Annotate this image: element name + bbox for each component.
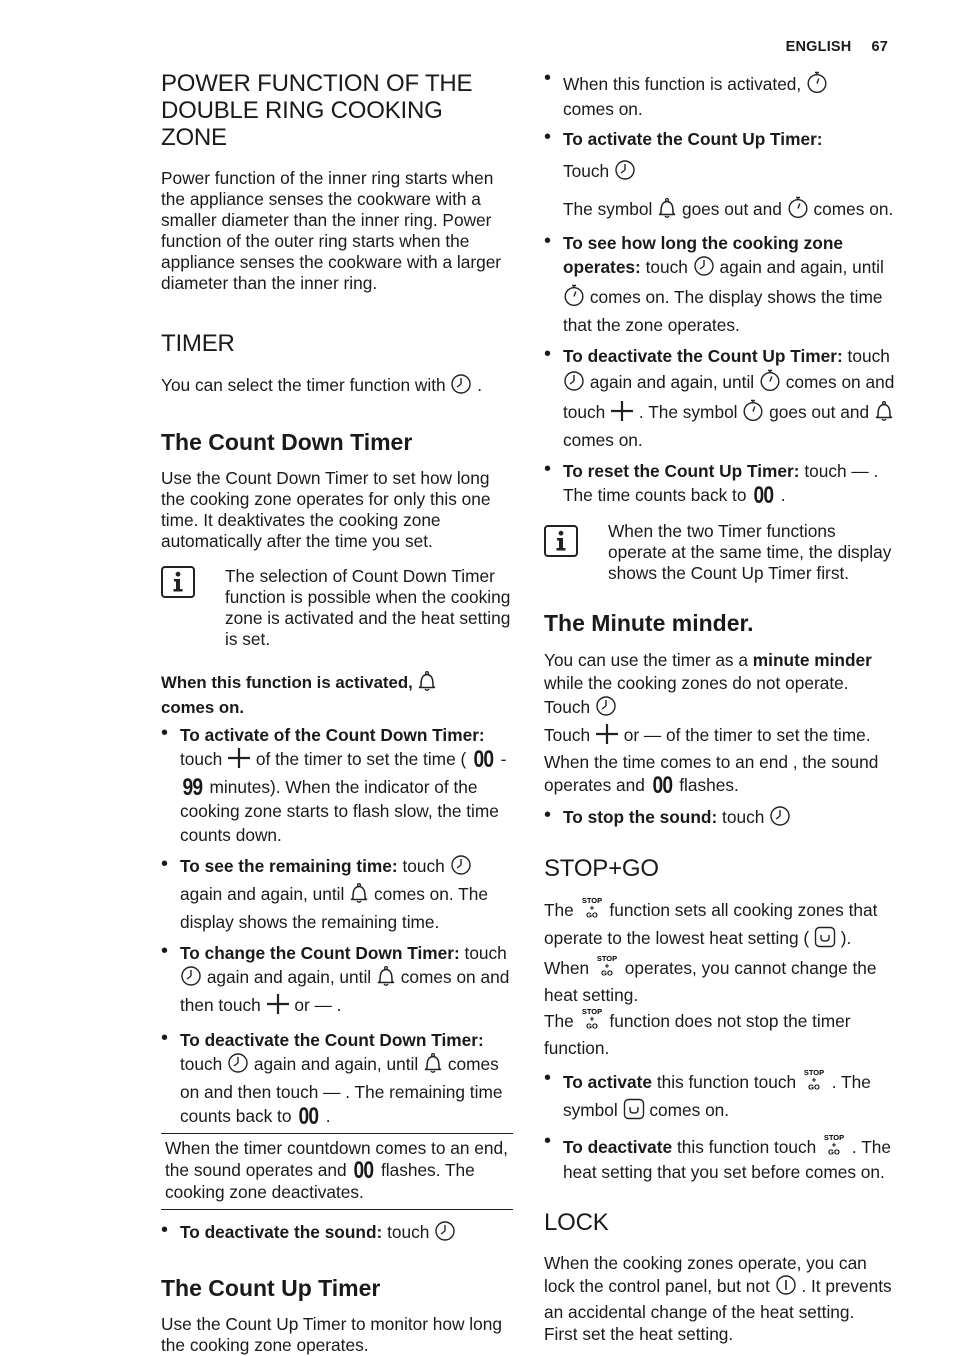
list-item: • To deactivate the Count Up Timer: touch again and again, until comes on and touch . The symbol goes out and comes on. xyxy=(544,344,896,452)
svg-text:+: + xyxy=(831,1140,837,1150)
stop-go-icon xyxy=(579,1007,605,1037)
stop-go-icon xyxy=(801,1068,827,1098)
display-00-symbol: 00 xyxy=(298,1103,319,1130)
bell-icon xyxy=(376,965,396,993)
lock-heading: LOCK xyxy=(544,1209,609,1236)
svg-text:+: + xyxy=(604,961,610,971)
list-item: • To deactivate the Count Down Timer: touch again and again, until comes on and then touch — . The remaining time counts back to 00 . xyxy=(161,1028,513,1128)
low-heat-icon xyxy=(623,1098,645,1126)
stop-go-steps xyxy=(544,1068,896,1183)
display-00-symbol: 00 xyxy=(753,482,774,509)
list-item: • When this function is activated, comes on. xyxy=(544,70,896,120)
clock-icon xyxy=(614,159,636,187)
plus-icon xyxy=(595,723,619,751)
svg-text:GO: GO xyxy=(585,1021,598,1031)
timer-heading: TIMER xyxy=(161,330,235,357)
timer-end-box: When the timer countdown comes to an end, the sound operates and 00 flashes. The cooking zone deactivates. xyxy=(161,1133,513,1210)
minute-minder-text: You can use the timer as a minute minder while the cooking zones do not operate. Touch Touch or — of the timer to set the time. When the time comes to an end , the sound operates and 00 flashes. xyxy=(544,650,879,799)
bell-icon xyxy=(349,882,369,910)
sound-steps xyxy=(161,1220,513,1248)
bell-icon xyxy=(657,197,677,224)
bell-icon xyxy=(417,670,437,697)
list-item: • To stop the sound: touch xyxy=(544,805,896,833)
list-item: • To activate of the Count Down Timer: touch of the timer to set the time ( 00 - 99 minutes). When the indicator of the cooking zone starts to flash slow, the time counts down. xyxy=(161,723,513,847)
display-00-symbol: 00 xyxy=(473,746,494,773)
svg-text:GO: GO xyxy=(601,968,613,978)
clock-icon xyxy=(450,854,472,882)
minute-minder-steps xyxy=(544,805,896,833)
count-up-note: When the two Timer functions operate at the same time, the display shows the Count Up Timer first. xyxy=(544,521,896,584)
count-down-timer-heading: The Count Down Timer xyxy=(161,429,413,455)
list-item: • To activate this function touch STOP + GO . The symbol comes on. xyxy=(544,1068,896,1126)
svg-text:GO: GO xyxy=(585,910,598,920)
info-icon xyxy=(161,566,195,598)
clock-icon xyxy=(450,373,472,400)
page-number: 67 xyxy=(871,39,888,55)
svg-text:STOP: STOP xyxy=(823,1133,845,1142)
timer-intro: You can select the timer function with . xyxy=(161,373,513,400)
display-00-symbol: 00 xyxy=(652,772,672,799)
stopwatch-icon xyxy=(742,398,764,428)
stop-go-text: The STOP + GO function sets all cooking zones that operate to the lowest heat setting ( ). When STOP + GO operates, you cannot change the heat setting. The STOP + GO function does not stop the timer function. xyxy=(544,896,878,1058)
plus-icon xyxy=(610,400,634,428)
stopwatch-icon xyxy=(787,195,809,224)
lock-text: When the cooking zones operate, you can lock the control panel, but not . It prevents an accidental change of the heat setting. First set the heat setting. xyxy=(544,1253,892,1344)
stop-go-icon xyxy=(579,896,605,926)
clock-icon xyxy=(769,805,791,833)
clock-icon xyxy=(227,1052,249,1080)
svg-text:+: + xyxy=(589,903,594,913)
power-function-heading: POWER FUNCTION OF THE DOUBLE RING COOKING ZONE xyxy=(161,70,473,151)
list-item: • To change the Count Down Timer: touch again and again, until comes on and then touch or — . xyxy=(161,941,513,1021)
list-item: • To deactivate this function touch STOP + GO . The heat setting that you set before comes on. xyxy=(544,1133,896,1183)
list-item: • To see the remaining time: touch again and again, until comes on. The display shows the remaining time. xyxy=(161,854,513,934)
function-activated-text: When this function is activated, comes on. xyxy=(161,670,513,718)
language-label: ENGLISH xyxy=(785,39,852,55)
svg-text:STOP: STOP xyxy=(581,896,602,905)
info-icon xyxy=(544,525,578,557)
plus-icon xyxy=(266,993,290,1021)
display-99-symbol: 99 xyxy=(182,774,203,801)
count-down-timer-text: Use the Count Down Timer to set how long the cooking zone operates for only this one time. It deaktivates the cooking zone automatically after the time you set. xyxy=(161,468,491,551)
svg-text:GO: GO xyxy=(828,1147,840,1157)
stop-go-icon xyxy=(821,1133,847,1162)
count-down-note: The selection of Count Down Timer function is possible when the cooking zone is activated and the heat setting is set. xyxy=(161,566,513,650)
stop-go-icon xyxy=(594,954,620,984)
svg-text:STOP: STOP xyxy=(581,1007,602,1016)
list-item: • To see how long the cooking zone operates: touch again and again, until comes on. The display shows the time that the zone operates. xyxy=(544,231,896,337)
count-up-timer-text: Use the Count Up Timer to monitor how long the cooking zone operates. xyxy=(161,1314,502,1355)
svg-text:+: + xyxy=(811,1075,817,1085)
stop-go-heading: STOP+GO xyxy=(544,855,659,882)
stopwatch-icon xyxy=(563,283,585,313)
left-column xyxy=(161,70,513,1356)
display-00-symbol: 00 xyxy=(353,1157,374,1184)
stopwatch-icon xyxy=(759,368,781,398)
power-icon xyxy=(775,1274,797,1301)
plus-icon xyxy=(227,747,251,775)
clock-icon xyxy=(434,1220,456,1248)
list-item: • To reset the Count Up Timer: touch — . The time counts back to 00 . xyxy=(544,459,896,507)
bell-icon xyxy=(874,400,894,428)
count-up-timer-heading: The Count Up Timer xyxy=(161,1275,381,1301)
page-header xyxy=(786,39,888,55)
list-item: • To activate the Count Up Timer: Touch The symbol goes out and comes on. xyxy=(544,127,896,224)
svg-text:STOP: STOP xyxy=(803,1068,825,1077)
count-up-steps xyxy=(544,70,896,507)
power-function-text: Power function of the inner ring starts when the appliance senses the cookware with a smaller diameter than the inner ring. Power function of the outer ring starts when the appliance senses the cookware with a larger diameter than the inner ring. xyxy=(161,168,502,293)
clock-icon xyxy=(180,965,202,993)
count-down-steps xyxy=(161,723,513,1128)
clock-icon xyxy=(693,255,715,283)
list-item: • To deactivate the sound: touch xyxy=(161,1220,513,1248)
right-column xyxy=(544,70,896,1345)
low-heat-icon xyxy=(814,926,836,954)
clock-icon xyxy=(563,370,585,398)
clock-icon xyxy=(595,695,617,723)
stopwatch-icon xyxy=(806,70,828,99)
bell-icon xyxy=(423,1052,443,1080)
svg-text:STOP: STOP xyxy=(596,954,618,963)
minute-minder-heading: The Minute minder. xyxy=(544,610,754,636)
svg-text:+: + xyxy=(589,1014,594,1024)
svg-text:GO: GO xyxy=(808,1082,820,1092)
